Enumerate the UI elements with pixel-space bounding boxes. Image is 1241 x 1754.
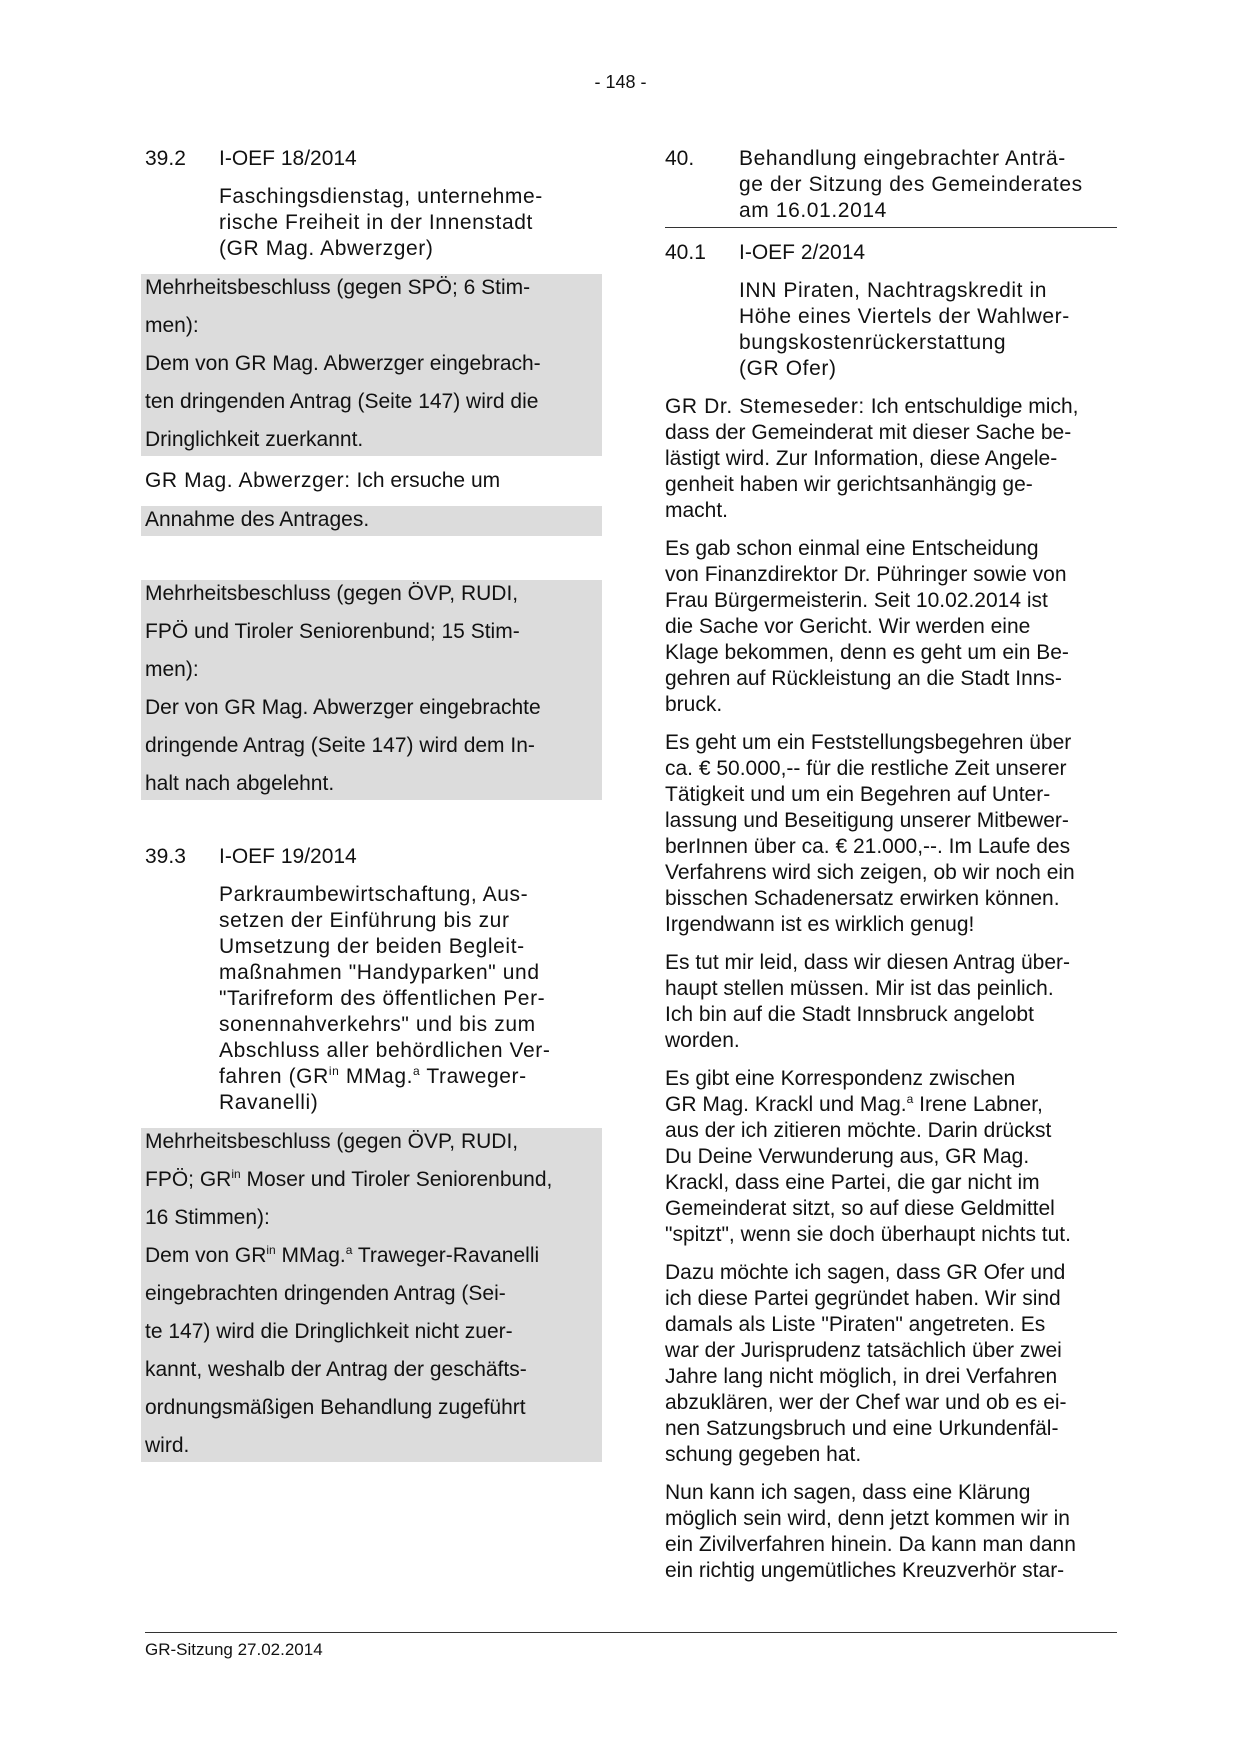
speech-paragraph: Es gab schon einmal eine Entscheidung von Finanzdirektor Dr. Pühringer sowie von Frau Bürgermeisterin. Seit 10.02.2014 ist die Sache vor Gericht. Wir werden eine Klage bekommen, denn es geht um ein Be- gehren auf Rückleistung an die Stadt Inns- bruck. — [665, 537, 1069, 716]
motion-code: I-OEF 2/2014 — [739, 241, 866, 264]
resolution-vote: Mehrheitsbeschluss (gegen ÖVP, RUDI, FPÖ und Tiroler Seniorenbund; 15 Stim- men): — [145, 582, 520, 681]
resolution-text: Der von GR Mag. Abwerzger eingebrachte dringende Antrag (Seite 147) wird dem In- halt nach abgelehnt. — [145, 696, 541, 795]
right-column — [665, 146, 1117, 1584]
section-40-1-heading — [665, 240, 1117, 266]
resolution-box — [141, 274, 602, 456]
speech-paragraph: Es geht um ein Feststellungsbegehren über ca. € 50.000,-- für die restliche Zeit unserer Tätigkeit und um ein Begehren auf Unter- lassung und Beseitigung unserer Mitbewer- berInnen über ca. € 21.000,--. Im Laufe des Verfahrens wird sich zeigen, ob wir noch ein bisschen Schadenersatz erwirken können. Irgendwann ist es wirklich genug! — [665, 731, 1075, 936]
section-40-heading — [665, 146, 1117, 228]
footer-text: GR-Sitzung 27.02.2014 — [145, 1640, 323, 1659]
speech-paragraph: Dazu möchte ich sagen, dass GR Ofer und ich diese Partei gegründet haben. Wir sind damals als Liste "Piraten" angetreten. Es war der Jurisprudenz tatsächlich über zwei Jahre lang nicht möglich, in drei Verfahren abzuklären, wer der Chef war und ob es ei- nen Satzungsbruch und eine Urkundenfäl- schung gegeben hat. — [665, 1261, 1067, 1466]
resolution-vote: Mehrheitsbeschluss (gegen SPÖ; 6 Stim- men): — [145, 276, 531, 337]
motion-code: I-OEF 18/2014 — [219, 147, 357, 170]
resolution-text: Dem von $GR^{in}$ MMag.$^a$ Traweger-Ravanelli eingebrachten dringenden Antrag (Sei- te 147) wird die Dringlichkeit nicht zuer- kannt, weshalb der Antrag der geschäfts- ordnungsmäßigen Behandlung zugeführt wird. — [145, 1243, 540, 1457]
speaker-name: GR Dr. Stemeseder: — [665, 395, 865, 418]
speech-paragraph: Es gibt eine Korrespondenz zwischen GR Mag. Krackl und Mag.$^a$ Irene Labner, aus der ich zitieren möchte. Darin drückst Du Deine Verwunderung aus, GR Mag. Krackl, dass eine Partei, die gar nicht im Gemeinderat sitzt, so auf diese Geldmittel "spitzt", wenn sie doch überhaupt nichts tut. — [665, 1067, 1071, 1246]
section-number: 40. — [665, 147, 695, 170]
section-39-3-heading — [145, 844, 600, 870]
footer-divider — [145, 1632, 1117, 1633]
section-39-2-heading — [145, 146, 600, 172]
resolution-text: Dem von GR Mag. Abwerzger eingebrach- ten dringenden Antrag (Seite 147) wird die Dringlichkeit zuerkannt. — [145, 352, 541, 451]
section-number: 40.1 — [665, 241, 706, 264]
motion-code: I-OEF 19/2014 — [219, 845, 357, 868]
resolution-vote: Mehrheitsbeschluss (gegen ÖVP, RUDI, FPÖ; $GR^{in}$ Moser und Tiroler Seniorenbund, 16 Stimmen): — [145, 1130, 553, 1229]
speech-paragraph: Es tut mir leid, dass wir diesen Antrag über- haupt stellen müssen. Mir ist das peinlich. Ich bin auf die Stadt Innsbruck angelobt worden. — [665, 951, 1071, 1052]
left-column — [145, 146, 600, 1462]
speech-paragraph: GR Mag. Abwerzger: Ich ersuche um — [145, 469, 501, 492]
speech-paragraph: GR Dr. Stemeseder: Ich entschuldige mich, dass der Gemeinderat mit dieser Sache be- lästigt wird. Zur Information, diese Angele- genheit haben wir gerichtsanhängig ge- macht. — [665, 395, 1079, 522]
motion-title: Parkraumbewirtschaftung, Aus- setzen der Einführung bis zur Umsetzung der beiden Begleit- maßnahmen "Handyparken" und "Tarifreform des öffentlichen Per- sonennahverkehrs" und bis zum Abschluss aller behördlichen Ver- fahren ($GR^{in}$ MMag.$^a$ Traweger- Ravanelli) — [219, 883, 551, 1114]
page-number: - 148 - — [594, 72, 647, 92]
speech-paragraph: Nun kann ich sagen, dass eine Klärung möglich sein wird, denn jetzt kommen wir in ein Zivilverfahren hinein. Da kann man dann ein richtig ungemütliches Kreuzverhör star- — [665, 1481, 1076, 1582]
section-number: 39.3 — [145, 845, 186, 868]
section-number: 39.2 — [145, 147, 186, 170]
resolution-box — [141, 1128, 602, 1462]
motion-title: INN Piraten, Nachtragskredit in Höhe eines Viertels der Wahlwer- bungskostenrückerstattung (GR Ofer) — [739, 279, 1070, 380]
resolution-box — [141, 580, 602, 800]
motion-title: Faschingsdienstag, unternehme- rische Freiheit in der Innenstadt (GR Mag. Abwerzger) — [219, 185, 543, 260]
motion-text-box: Annahme des Antrages. — [141, 506, 602, 536]
section-title: Behandlung eingebrachter Anträ- ge der Sitzung des Gemeinderates am 16.01.2014 — [739, 147, 1083, 222]
speaker-name: GR Mag. Abwerzger: — [145, 469, 351, 492]
